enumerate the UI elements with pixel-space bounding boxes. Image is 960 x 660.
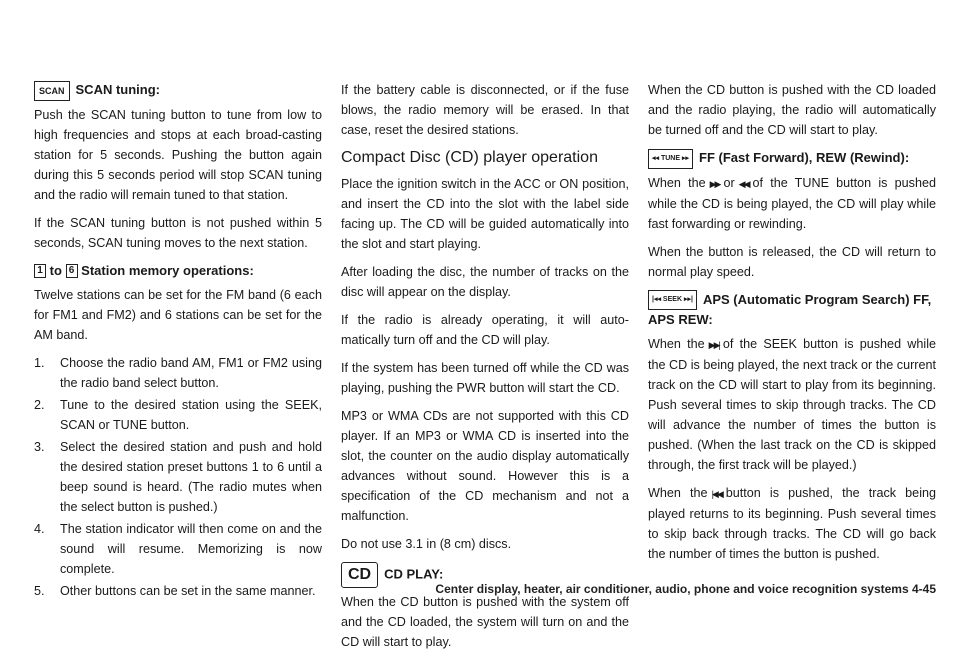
aps-heading	[648, 290, 936, 331]
preset-1-icon: 1	[34, 264, 46, 278]
previous-track-icon: |◀◀	[711, 489, 722, 500]
rew-paragraph: When the |◀◀ button is pushed, the track being played returns to its beginning. Push several times to skip back through tracks. The CD will go back the number of times the button is pushed.	[648, 486, 936, 562]
list-item: 5. Other buttons can be set in the same manner.	[34, 583, 316, 598]
list-item: 3. Select the desired station and push and hold the desired station preset buttons 1 to 6 until a beep sound is heard. (The radio mutes when the select button is pushed.)	[34, 439, 322, 514]
cd-paragraph-5: MP3 or WMA CDs are not supported with this CD player. If an MP3 or WMA CD is inserted into the slot, the counter on the audio display automatically advances without sound. However this is a specification of the CD mechanism and not a malfunction.	[341, 409, 629, 523]
cd-paragraph-4: If the system has been turned off while the CD was playing, pushing the PWR button will start the CD.	[341, 361, 629, 395]
next-track-icon: ▶▶|	[708, 340, 719, 351]
memory-heading	[34, 261, 322, 281]
list-item: 2. Tune to the desired station using the SEEK, SCAN or TUNE button.	[34, 397, 322, 432]
column-3	[648, 80, 936, 572]
cd-radio-paragraph: When the CD button is pushed with the CD loaded and the radio playing, the radio will automatically be turned off and the CD will start to play.	[648, 83, 936, 137]
memory-to: to	[49, 262, 62, 278]
scan-tuning-heading	[34, 80, 322, 101]
ff-paragraph: When the ▶▶ or ◀◀ of the TUNE button is pushed while the CD is being played, the CD will play while fast forwarding or rewinding.	[648, 175, 936, 231]
page-footer: Center display, heater, air conditioner, audio, phone and voice recognition systems 4-45	[435, 582, 936, 596]
cd-button-icon: CD	[341, 562, 378, 588]
rewind-icon: ◀◀	[738, 178, 749, 189]
battery-paragraph: If the battery cable is disconnected, or if the fuse blows, the radio memory will be erased. In that case, reset the desired stations.	[341, 83, 629, 137]
scan-heading-text: SCAN tuning:	[75, 82, 160, 97]
column-1	[34, 80, 322, 607]
tune-button-icon: ◂◂ TUNE ▸▸	[648, 149, 693, 169]
aps-heading-text: APS (Automatic Program Search) FF, APS REW:	[648, 291, 932, 328]
scan-paragraph-2: If the SCAN tuning button is not pushed within 5 seconds, SCAN tuning moves to the next station.	[34, 215, 322, 250]
cd-paragraph-1: Place the ignition switch in the ACC or ON position, and insert the CD into the slot with the label side facing up. The CD will be guided automatically into the slot and start playing.	[341, 177, 629, 251]
memory-paragraph-1: Twelve stations can be set for the FM band (6 each for FM1 and FM2) and 6 stations can be set for the AM band.	[34, 287, 322, 342]
scan-paragraph-1: Push the SCAN tuning button to tune from low to high frequencies and stops at each broad-casting station for 5 seconds. Pushing the button again during this 5 seconds period will stop SCAN tuning and the radio will remain tuned to that station.	[34, 107, 322, 202]
cd-play-paragraph: When the CD button is pushed with the system off and the CD loaded, the system will turn on and the CD will start to play.	[341, 595, 629, 649]
cd-paragraph-6: Do not use 3.1 in (8 cm) discs.	[341, 537, 512, 551]
cd-paragraph-3: If the radio is already operating, it will auto-matically turn off and the CD will play.	[341, 313, 629, 347]
aps-paragraph: When the ▶▶| of the SEEK button is pushed while the CD is being played, the next track or the current track on the CD will start to play from its beginning. Push several times to skip through tracks. The CD will advance the number of times the button is pushed. (When the last track on the CD is skipped through, the first track will be played.)	[648, 337, 937, 473]
column-2	[341, 80, 629, 660]
scan-button-icon: SCAN	[34, 81, 70, 101]
list-item: 1. Choose the radio band AM, FM1 or FM2 using the radio band select button.	[34, 355, 322, 390]
memory-steps-list	[34, 353, 322, 601]
seek-button-icon: |◂◂ SEEK ▸▸|	[648, 290, 697, 310]
ff-rew-heading	[648, 148, 936, 169]
ff-release-paragraph: When the button is released, the CD will return to normal play speed.	[648, 244, 936, 279]
ff-rew-heading-text: FF (Fast Forward), REW (Rewind):	[699, 150, 910, 165]
list-item: 4. The station indicator will then come on and the sound will resume. Memorizing is now complete.	[34, 521, 322, 576]
cd-play-heading-text: CD PLAY:	[384, 566, 444, 582]
cd-section-title: Compact Disc (CD) player operation	[341, 149, 598, 166]
preset-6-icon: 6	[66, 264, 78, 278]
fast-forward-icon: ▶▶	[709, 178, 720, 189]
memory-heading-text: Station memory operations:	[81, 262, 254, 278]
cd-paragraph-2: After loading the disc, the number of tracks on the disc will appear on the display.	[341, 265, 629, 299]
